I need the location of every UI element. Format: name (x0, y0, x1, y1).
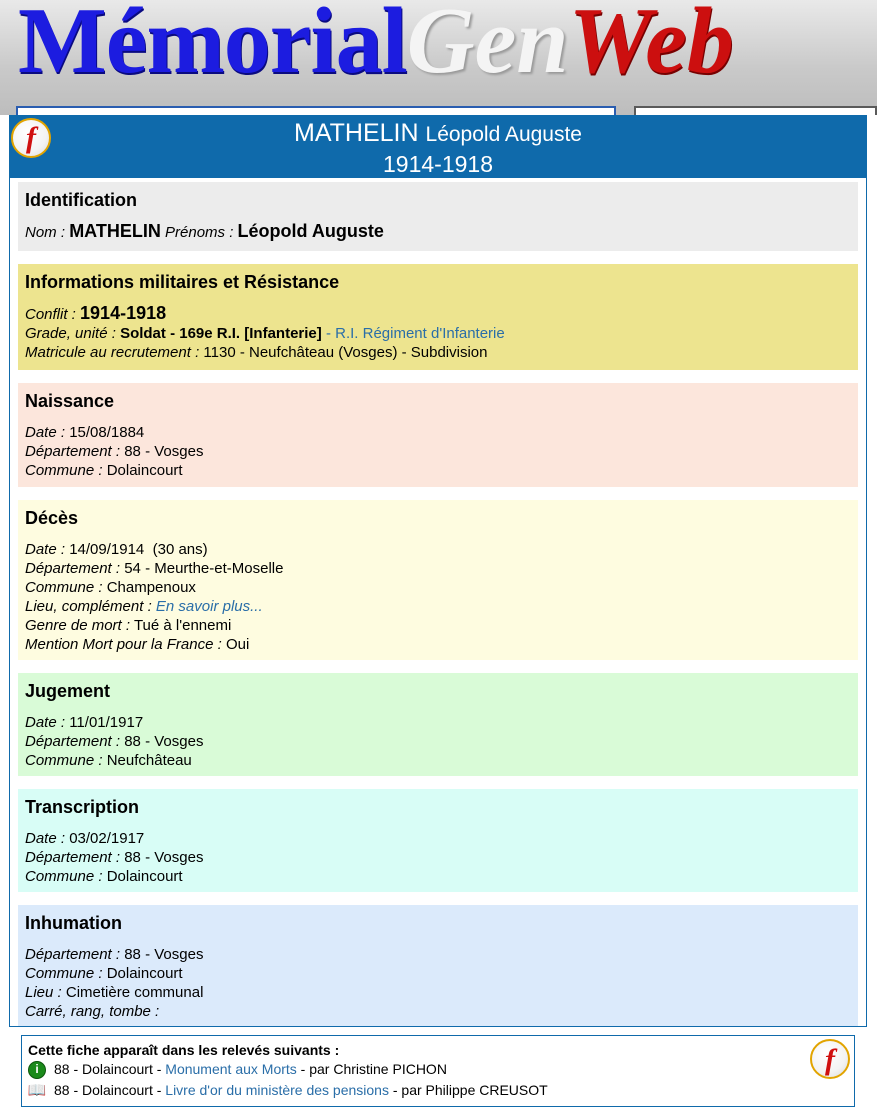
prenoms-value: Léopold Auguste (237, 221, 384, 241)
matricule-value: 1130 - Neufchâteau (Vosges) - Subdivision (203, 344, 488, 361)
lieu-value: Cimetière communal (65, 984, 204, 1001)
conflit-label: Conflit : (25, 306, 76, 323)
commune-value: Dolaincourt (106, 868, 183, 885)
judgement-date-row (25, 713, 852, 732)
fiche-sections (10, 178, 866, 1027)
commune-label: Commune : (25, 579, 103, 596)
birth-dept-row (25, 442, 852, 461)
grade-row (25, 324, 852, 343)
releve-prefix: 88 - Dolaincourt - (54, 1082, 162, 1098)
section-title: Transcription (25, 797, 140, 817)
section-burial (18, 905, 858, 1027)
death-commune-row (25, 578, 852, 597)
date-label: Date : (25, 714, 66, 731)
monument-aux-morts-link[interactable]: Monument aux Morts (165, 1061, 297, 1077)
dept-label: Département : (25, 946, 121, 963)
regiment-link[interactable]: - R.I. Régiment d'Infanterie (325, 325, 505, 342)
dept-value: 88 - Vosges (124, 849, 204, 866)
commune-label: Commune : (25, 965, 103, 982)
logo-memorial: Mémorial (18, 0, 407, 93)
date-label: Date : (25, 541, 66, 558)
burial-lieu-row (25, 983, 852, 1002)
burial-carre-row (25, 1002, 852, 1021)
soldier-name (10, 116, 866, 150)
section-title: Jugement (25, 681, 111, 701)
prenoms-label: Prénoms : (165, 224, 234, 241)
dept-label: Département : (25, 443, 121, 460)
judgement-dept-row (25, 732, 852, 751)
site-banner (0, 0, 877, 115)
transcription-dept-row (25, 848, 852, 867)
section-title: Naissance (25, 391, 115, 411)
lieu-label: Lieu : (25, 984, 62, 1001)
death-date-row (25, 540, 852, 559)
death-lieu-row (25, 597, 852, 616)
commune-value: Neufchâteau (106, 752, 192, 769)
identification-row (25, 222, 852, 242)
f-logo-icon[interactable]: f (810, 1039, 850, 1079)
dept-value: 54 - Meurthe-et-Moselle (124, 560, 284, 577)
burial-dept-row (25, 945, 852, 964)
section-death (18, 500, 858, 660)
dept-value: 88 - Vosges (124, 443, 204, 460)
grade-label: Grade, unité : (25, 325, 116, 342)
death-mention-row (25, 635, 852, 654)
book-icon: 📖 (27, 1082, 47, 1099)
releve-prefix: 88 - Dolaincourt - (54, 1061, 162, 1077)
commune-label: Commune : (25, 868, 103, 885)
soldier-last-name: MATHELIN (294, 119, 419, 147)
fiche-card (9, 115, 867, 1027)
releves-box (21, 1035, 855, 1107)
banner-tab-left (16, 106, 616, 115)
judgement-commune-row (25, 751, 852, 770)
section-title: Informations militaires et Résistance (25, 272, 340, 292)
conflit-value: 1914-1918 (80, 303, 167, 323)
genre-label: Genre de mort : (25, 617, 131, 634)
section-judgement (18, 673, 858, 776)
commune-value: Dolaincourt (106, 462, 183, 479)
section-military (18, 264, 858, 370)
mention-label: Mention Mort pour la France : (25, 636, 222, 653)
grade-value: Soldat - 169e R.I. [Infanterie] (120, 325, 322, 342)
releve-item (28, 1080, 848, 1101)
genre-value: Tué à l'ennemi (133, 617, 232, 634)
date-value: 03/02/1917 (69, 830, 145, 847)
commune-label: Commune : (25, 752, 103, 769)
date-value: 14/09/1914 (30 ans) (69, 541, 208, 558)
date-label: Date : (25, 424, 66, 441)
transcription-commune-row (25, 867, 852, 886)
fiche-header (10, 116, 866, 178)
commune-label: Commune : (25, 462, 103, 479)
dept-label: Département : (25, 849, 121, 866)
site-logo[interactable] (18, 0, 734, 93)
releve-suffix: - par Philippe CREUSOT (392, 1082, 548, 1098)
releves-title: Cette fiche apparaît dans les relevés suivants : (28, 1042, 340, 1058)
section-birth (18, 383, 858, 487)
section-transcription (18, 789, 858, 892)
dept-value: 88 - Vosges (124, 946, 204, 963)
livre-dor-link[interactable]: Livre d'or du ministère des pensions (165, 1082, 389, 1098)
section-identification (18, 182, 858, 251)
death-dept-row (25, 559, 852, 578)
date-value: 11/01/1917 (69, 714, 144, 731)
matricule-row (25, 343, 852, 362)
lieu-label: Lieu, complément : (25, 598, 152, 615)
commune-value: Dolaincourt (106, 965, 183, 982)
section-title: Décès (25, 508, 79, 528)
nom-value: MATHELIN (69, 221, 161, 241)
section-title: Inhumation (25, 913, 122, 933)
en-savoir-plus-link[interactable]: En savoir plus... (155, 598, 263, 615)
monument-icon: i (28, 1061, 46, 1079)
releve-item (28, 1059, 848, 1080)
dept-value: 88 - Vosges (124, 733, 204, 750)
birth-commune-row (25, 461, 852, 480)
f-logo-icon[interactable]: f (11, 118, 51, 158)
birth-date-row (25, 423, 852, 442)
conflit-row (25, 304, 852, 324)
date-value: 15/08/1884 (69, 424, 145, 441)
logo-web: Web (568, 0, 734, 93)
dept-label: Département : (25, 733, 121, 750)
burial-commune-row (25, 964, 852, 983)
conflict-years: 1914-1918 (383, 151, 493, 177)
transcription-date-row (25, 829, 852, 848)
dept-label: Département : (25, 560, 121, 577)
logo-gen: Gen (406, 0, 569, 93)
matricule-label: Matricule au recrutement : (25, 344, 200, 361)
nom-label: Nom : (25, 224, 66, 241)
mention-value: Oui (225, 636, 250, 653)
releve-suffix: - par Christine PICHON (300, 1061, 447, 1077)
death-genre-row (25, 616, 852, 635)
banner-tab-right (634, 106, 877, 115)
commune-value: Champenoux (106, 579, 196, 596)
date-label: Date : (25, 830, 66, 847)
section-title: Identification (25, 190, 137, 210)
soldier-first-names: Léopold Auguste (425, 123, 582, 146)
carre-label: Carré, rang, tombe : (25, 1003, 160, 1020)
